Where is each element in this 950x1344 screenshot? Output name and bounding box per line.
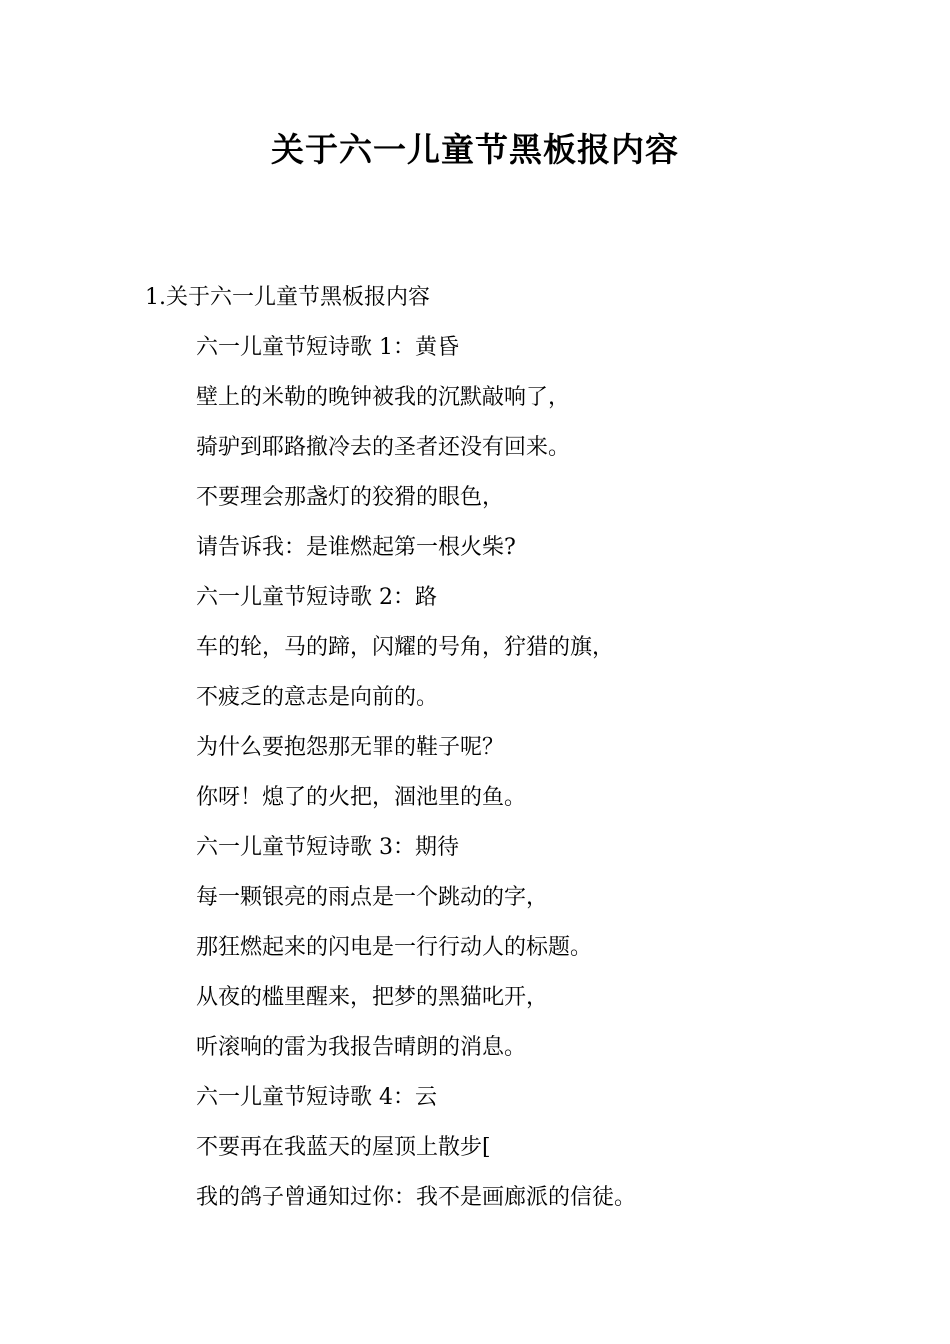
section-heading: 1.关于六一儿童节黑板报内容 <box>145 285 430 310</box>
poem-line: 骑驴到耶路撤冷去的圣者还没有回来。 <box>196 435 571 460</box>
poem-line: 请告诉我：是谁燃起第一根火柴? <box>196 535 516 560</box>
poem-line: 从夜的槛里醒来，把梦的黑猫叱开， <box>196 985 549 1010</box>
poem-line: 不要理会那盏灯的狡猾的眼色， <box>196 485 505 510</box>
poem-heading-1: 六一儿童节短诗歌 1：黄昏 <box>196 335 459 360</box>
poem-line: 我的鸽子曾通知过你：我不是画廊派的信徒。 <box>196 1185 637 1210</box>
document-title: 关于六一儿童节黑板报内容 <box>271 130 679 169</box>
poem-line: 不要再在我蓝天的屋顶上散步[ <box>196 1135 491 1160</box>
poem-line: 那狂燃起来的闪电是一行行动人的标题。 <box>196 935 593 960</box>
poem-line: 车的轮，马的蹄，闪耀的号角，狞猎的旗， <box>196 635 615 660</box>
poem-line: 听滚响的雷为我报告晴朗的消息。 <box>196 1035 527 1060</box>
poem-line: 不疲乏的意志是向前的。 <box>196 685 439 710</box>
poem-lines <box>196 330 896 1230</box>
poem-line: 壁上的米勒的晚钟被我的沉默敲响了， <box>196 385 571 410</box>
poem-line: 为什么要抱怨那无罪的鞋子呢？ <box>196 735 505 760</box>
poem-heading-4: 六一儿童节短诗歌 4：云 <box>196 1085 437 1110</box>
poem-heading-2: 六一儿童节短诗歌 2：路 <box>196 585 437 610</box>
poem-heading-3: 六一儿童节短诗歌 3：期待 <box>196 835 459 860</box>
poem-line: 每一颗银亮的雨点是一个跳动的字， <box>196 885 549 910</box>
poem-line: 你呀！熄了的火把，涸池里的鱼。 <box>196 785 527 810</box>
